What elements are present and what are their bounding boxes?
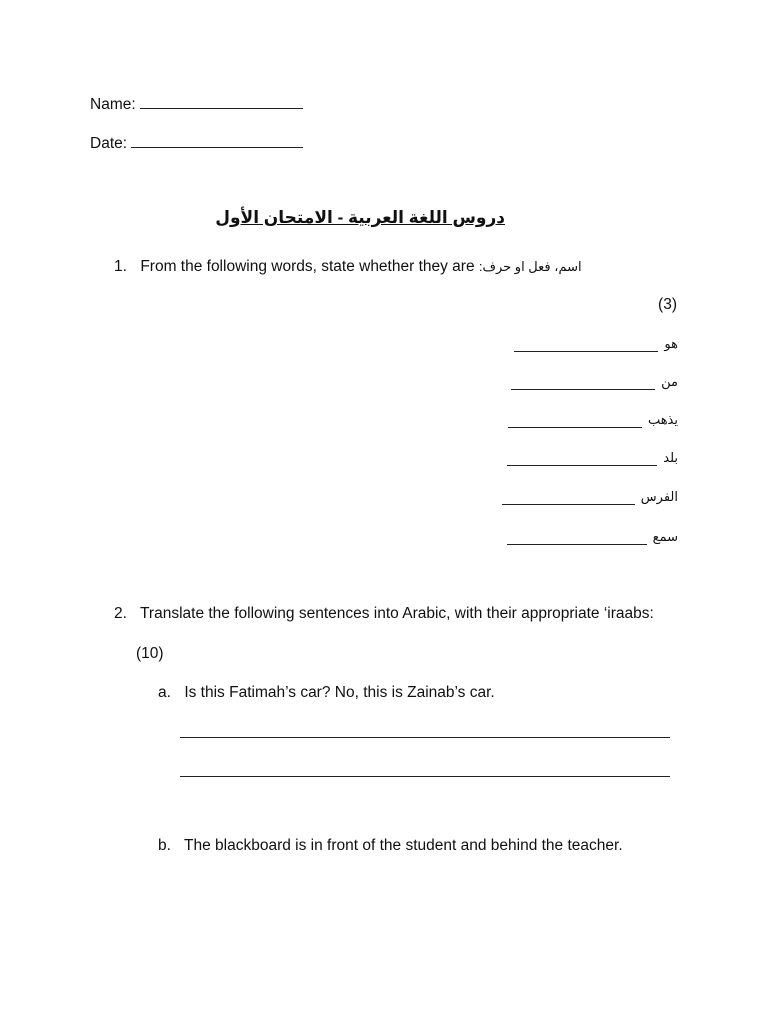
question-2-number: 2. — [114, 605, 127, 622]
question-2a-text: Is this Fatimah’s car? No, this is Zainab’s car. — [184, 684, 495, 701]
answer-line — [180, 737, 670, 738]
question-2b-text: The blackboard is in front of the student and behind the teacher. — [184, 837, 623, 854]
date-label: Date: — [90, 135, 128, 152]
answer-blank — [507, 532, 647, 545]
word-row-6 — [507, 529, 678, 545]
answer-blank — [511, 377, 655, 390]
name-field — [90, 94, 303, 114]
arabic-word: هو — [664, 336, 678, 351]
word-row-3 — [508, 412, 678, 428]
word-row-2 — [511, 374, 678, 390]
arabic-word: الفرس — [640, 489, 678, 504]
answer-blank — [514, 339, 658, 352]
question-1-marks: (3) — [658, 296, 677, 313]
answer-line — [180, 776, 670, 777]
word-row-5 — [502, 489, 678, 505]
word-row-1 — [514, 336, 678, 352]
arabic-word: بلد — [663, 450, 678, 465]
arabic-word: يذهب — [647, 412, 678, 427]
name-blank — [140, 94, 303, 109]
question-1-text: From the following words, state whether they are — [140, 258, 475, 275]
word-row-4 — [507, 450, 678, 466]
question-1 — [114, 258, 582, 276]
question-2-marks: (10) — [136, 645, 164, 662]
page-title: دروس اللغة العربية - الامتحان الأول — [215, 208, 505, 227]
question-2b-letter: b. — [158, 837, 171, 854]
question-2 — [114, 605, 654, 623]
answer-blank — [502, 492, 635, 505]
question-1-number: 1. — [114, 258, 127, 275]
question-1-arabic: اسم، فعل او حرف: — [478, 259, 582, 274]
question-2b — [158, 837, 623, 855]
date-field — [90, 133, 303, 153]
arabic-word: من — [661, 374, 678, 389]
question-2a-letter: a. — [158, 684, 171, 701]
question-2-text: Translate the following sentences into Arabic, with their appropriate ‘iraabs: — [140, 605, 654, 622]
question-2a — [158, 684, 495, 702]
answer-blank — [507, 453, 657, 466]
answer-blank — [508, 415, 642, 428]
arabic-word: سمع — [652, 529, 678, 544]
name-label: Name: — [90, 96, 136, 113]
date-blank — [131, 133, 303, 148]
